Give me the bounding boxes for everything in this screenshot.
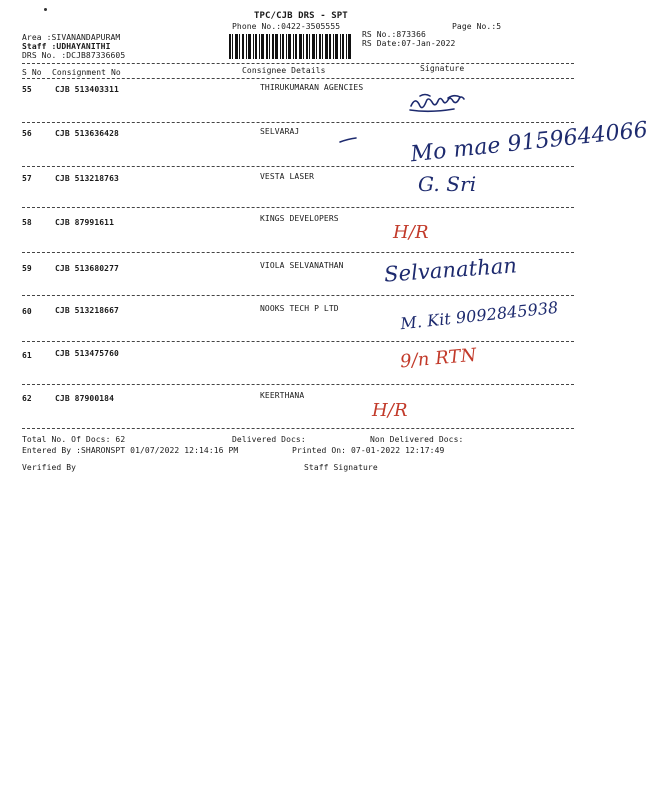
area-label: Area :SIVANANDAPURAM: [22, 33, 121, 42]
col-sno: S No: [22, 68, 42, 77]
report-title: TPC/CJB DRS - SPT: [254, 11, 348, 21]
divider: [22, 295, 574, 296]
divider: [22, 63, 574, 64]
divider: [22, 428, 574, 429]
divider: [22, 207, 574, 208]
divider: [22, 384, 574, 385]
signature-image: M. Kit 9092845938: [399, 297, 560, 334]
row-consignment: CJB 513636428: [55, 129, 119, 138]
divider: [22, 122, 574, 123]
page-number: Page No.:5: [452, 22, 502, 31]
non-delivered-docs: Non Delivered Docs:: [370, 435, 464, 444]
divider: [22, 166, 574, 167]
row-sno: 59: [22, 264, 32, 273]
row-consignment: CJB 513475760: [55, 349, 119, 358]
row-consignee: NOOKS TECH P LTD: [260, 304, 339, 313]
row-consignment: CJB 87991611: [55, 218, 114, 227]
row-sno: 61: [22, 351, 32, 360]
barcode-image: [229, 34, 352, 59]
row-consignee: KINGS DEVELOPERS: [260, 214, 339, 223]
drs-number: DRS No. :DCJB87336605: [22, 51, 126, 60]
row-sno: 55: [22, 85, 32, 94]
row-consignment: CJB 513403311: [55, 85, 119, 94]
row-consignee: THIRUKUMARAN AGENCIES: [260, 83, 364, 92]
row-consignee: KEERTHANA: [260, 391, 305, 400]
col-consignee: Consignee Details: [242, 66, 326, 75]
scan-speck: [44, 8, 47, 11]
delivered-docs: Delivered Docs:: [232, 435, 306, 444]
row-consignee: SELVARAJ: [260, 127, 300, 136]
phone-number: Phone No.:0422-3505555: [232, 22, 341, 31]
printed-on: Printed On: 07-01-2022 12:17:49: [292, 446, 445, 455]
row-sno: 62: [22, 394, 32, 403]
divider: [22, 341, 574, 342]
total-docs: Total No. Of Docs: 62: [22, 435, 126, 444]
row-consignment: CJB 513218667: [55, 306, 119, 315]
signature-image: 9/n RTN: [399, 344, 478, 373]
row-sno: 57: [22, 174, 32, 183]
col-signature: Signature: [420, 64, 465, 73]
staff-signature: Staff Signature: [304, 463, 378, 472]
signature-image: [408, 92, 478, 116]
divider: [22, 78, 574, 79]
rs-number: RS No.:873366: [362, 30, 426, 39]
staff-label: Staff :UDHAYANITHI: [22, 42, 111, 51]
row-consignment: CJB 513680277: [55, 264, 119, 273]
signature-image: Mo mae 9159644066: [409, 117, 649, 168]
col-consignment: Consignment No: [52, 68, 121, 77]
signature-image: G. Sri: [418, 172, 477, 196]
row-sno: 56: [22, 129, 32, 138]
row-sno: 58: [22, 218, 32, 227]
signature-image: Selvanathan: [383, 253, 518, 287]
signature-image: H/R: [372, 400, 408, 421]
divider: [22, 252, 574, 253]
row-consignee: VESTA LASER: [260, 172, 315, 181]
pen-mark: [338, 136, 358, 144]
entered-by: Entered By :SHARONSPT 01/07/2022 12:14:16 PM: [22, 446, 239, 455]
signature-image: H/R: [393, 222, 429, 243]
verified-by: Verified By: [22, 463, 77, 472]
rs-date: RS Date:07-Jan-2022: [362, 39, 456, 48]
row-consignment: CJB 513218763: [55, 174, 119, 183]
row-consignment: CJB 87900184: [55, 394, 114, 403]
row-sno: 60: [22, 307, 32, 316]
row-consignee: VIOLA SELVANATHAN: [260, 261, 344, 270]
